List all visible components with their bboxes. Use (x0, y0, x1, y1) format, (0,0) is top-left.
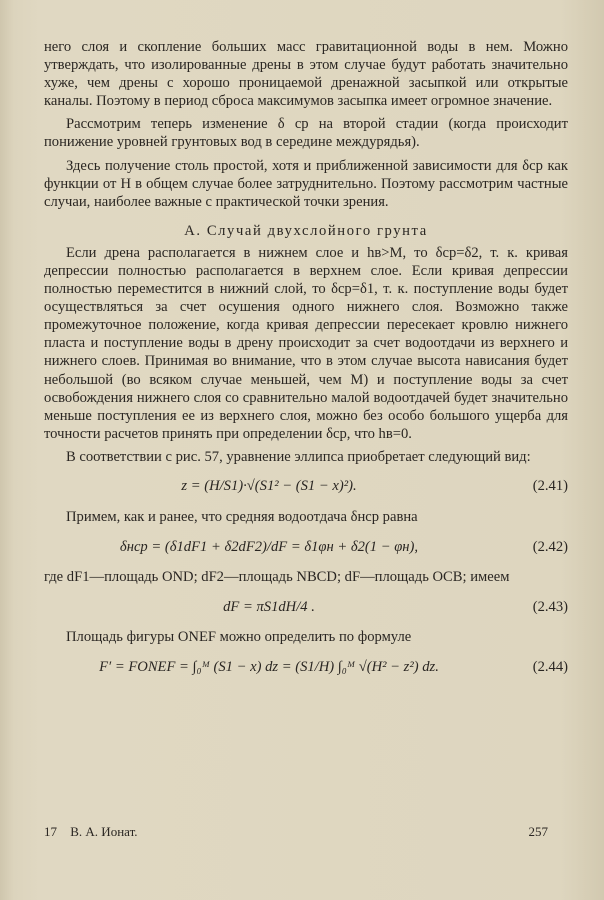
formula-number: (2.41) (532, 478, 568, 495)
formula-number: (2.44) (532, 658, 568, 675)
formula-2-44 (44, 650, 568, 684)
formula-2-43 (44, 590, 568, 624)
formula-number: (2.43) (532, 598, 568, 615)
formula-2-41 (44, 470, 568, 504)
formula-expression: dF = πS1dH/4 . (223, 598, 315, 615)
page-number: 257 (528, 824, 548, 839)
section-heading: А. Случай двухслойного грунта (184, 222, 428, 239)
paragraph-3: Здесь получение столь простой, хотя и приближенной зависимости для δср как функции от H в общем случае более затруднительно. Поэтому рассмотрим частные случаи, наиболее важные с практической точки зрения. (44, 157, 568, 210)
paragraph-2: Рассмотрим теперь изменение δ ср на второй стадии (когда происходит понижение уровней грунтовых вод в середине междурядья). (44, 116, 568, 151)
formula-2-42 (44, 530, 568, 564)
paragraph-4: Если дрена располагается в нижнем слое и hв>M, то δср=δ2, т. к. кривая депрессии полностью располагается в верхнем слое. Если кривая депрессии полностью переместится в нижний слой, то δср=δ1, т. к. поступление воды будет осуществляться за счет осушения одного нижнего слоя. Возможно также промежуточное положение, когда кривая депрессии пересекает кровлю нижнего пласта и поступление воды в дрену происходит за счет водоотдачи из верхнего и нижнего слоев. Принимая во внимание, что в этом случае высота нависания будет небольшой (во всяком случае меньшей, чем M) и поступление воды за счет освобождения нижнего слоя со сравнительно малой водоотдачей будет значительно меньше поступления ее из верхнего слоя, можно без особо большого ущерба для точности расчетов принять при определении δср, что hв=0. (44, 244, 568, 442)
page-footer (44, 824, 548, 840)
paragraph-7: где dF1—площадь OND; dF2—площадь NBCD; dF—площадь OCB; имеем (44, 569, 510, 586)
paragraph-6: Примем, как и ранее, что средняя водоотдача δнср равна (66, 508, 418, 525)
formula-expression: δнср = (δ1dF1 + δ2dF2)/dF = δ1φн + δ2(1 − φн), (119, 538, 419, 555)
formula-expression: z = (H/S1)·√(S1² − (S1 − x)²). (181, 478, 357, 495)
printer-signature (44, 824, 148, 840)
paragraph-8: Площадь фигуры ONEF можно определить по формуле (66, 629, 412, 646)
paragraph-1: него слоя и скопление больших масс гравитационной воды в нем. Можно утверждать, что изолированные дрены в этом случае будут работать значительно хуже, чем дрены с хорошо проницаемой дренажной засыпкой или открытые каналы. Поэтому в период сброса максимумов засыпка имеет огромное значение. (44, 39, 568, 110)
paragraph-5: В соответствии с рис. 57, уравнение эллипса приобретает следующий вид: (66, 448, 531, 465)
formula-number: (2.42) (532, 538, 568, 555)
formula-expression: F′ = FONEF = ∫₀ᴹ (S1 − x) dz = (S1/H) ∫₀ᴹ √(H² − z²) dz. (99, 658, 439, 675)
signature-number: 17 (44, 824, 57, 839)
signature-name: В. А. Ионат. (70, 824, 138, 839)
